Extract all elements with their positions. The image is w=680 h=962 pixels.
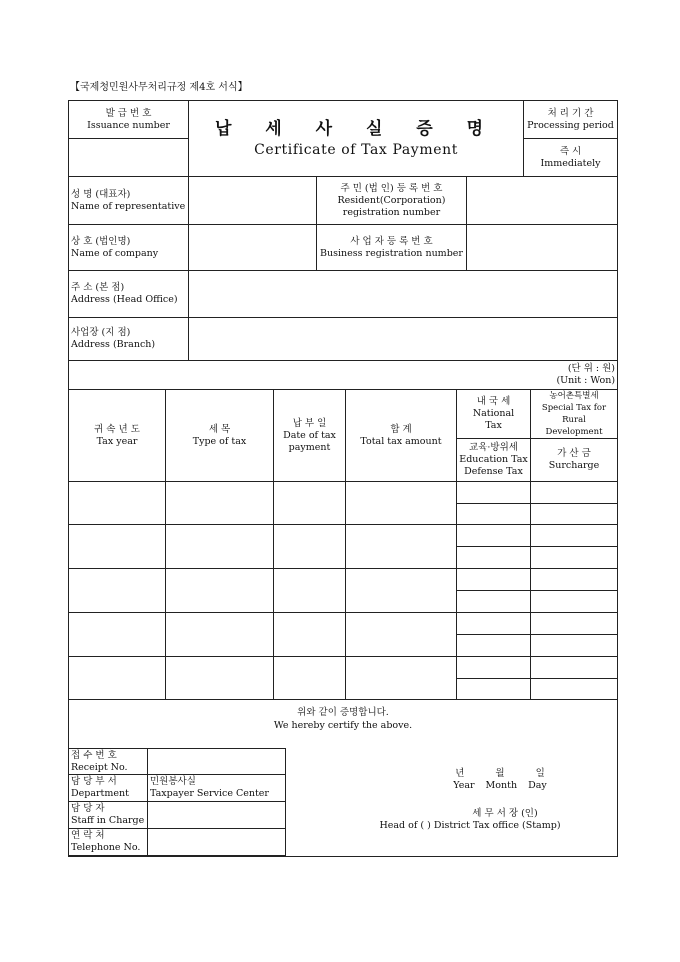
table-cell[interactable] [346, 482, 457, 525]
table-cell[interactable] [274, 613, 346, 657]
department-label: 담 당 부 서 Department [69, 775, 148, 802]
national-tax-header: 내 국 세 National Tax [457, 390, 531, 439]
issuance-number-field[interactable] [69, 139, 189, 177]
office-ko: 세 무 서 장 (인) [472, 808, 538, 819]
company-field[interactable] [189, 225, 317, 271]
title-korean: 납 세 사 실 증 명 [214, 118, 498, 139]
processing-period-value: 즉 시 Immediately [524, 139, 618, 177]
special-tax-header: 농어촌특별세 Special Tax for Rural Development [531, 390, 618, 439]
table-cell[interactable] [457, 547, 531, 569]
table-cell[interactable] [531, 569, 618, 591]
issue-date [440, 768, 560, 792]
table-cell[interactable] [274, 525, 346, 569]
head-office-address-field[interactable] [189, 271, 618, 318]
staff-field[interactable] [148, 802, 286, 829]
branch-address-field[interactable] [189, 318, 618, 361]
table-cell[interactable] [457, 635, 531, 657]
resident-number-field[interactable] [467, 177, 618, 225]
table-cell[interactable] [531, 635, 618, 657]
receipt-number-field[interactable] [148, 749, 286, 775]
department-value: 민원봉사실 Taxpayer Service Center [148, 775, 286, 802]
table-cell[interactable] [346, 525, 457, 569]
telephone-field[interactable] [148, 829, 286, 856]
table-row[interactable] [69, 613, 166, 657]
staff-label: 담 당 자 Staff in Charge [69, 802, 148, 829]
table-row[interactable] [69, 525, 166, 569]
certify-text-ko: 위와 같이 증명합니다. [297, 707, 389, 718]
total-amount-header: 합 계 Total tax amount [346, 390, 457, 482]
branch-address-label: 사업장 (지 점) Address (Branch) [69, 318, 189, 361]
table-cell[interactable] [457, 657, 531, 679]
tax-office-signature [350, 808, 590, 832]
representative-label: 성 명 (대표자) Name of representative [69, 177, 189, 225]
table-cell[interactable] [166, 525, 274, 569]
tax-year-header: 귀 속 년 도 Tax year [69, 390, 166, 482]
surcharge-header: 가 산 금 Surcharge [531, 439, 618, 482]
tax-type-header: 세 목 Type of tax [166, 390, 274, 482]
table-cell[interactable] [531, 504, 618, 525]
table-cell[interactable] [531, 547, 618, 569]
date-en: Year Month Day [453, 780, 547, 791]
date-ko: 년 월 일 [455, 768, 545, 779]
education-tax-header: 교육·방위세 Education Tax Defense Tax [457, 439, 531, 482]
table-cell[interactable] [457, 569, 531, 591]
table-cell[interactable] [457, 525, 531, 547]
form-reference: 【국제청민원사무처리규정 제4호 서식】 [70, 82, 248, 93]
table-cell[interactable] [457, 613, 531, 635]
table-cell[interactable] [346, 569, 457, 613]
table-cell[interactable] [457, 504, 531, 525]
info-table [68, 176, 618, 361]
table-cell[interactable] [166, 569, 274, 613]
business-registration-label: 사 업 자 등 록 번 호 Business registration number [317, 225, 467, 271]
title-english: Certificate of Tax Payment [254, 141, 458, 158]
company-label: 상 호 (법인명) Name of company [69, 225, 189, 271]
business-registration-field[interactable] [467, 225, 618, 271]
issuance-label: 발 급 번 호 Issuance number [69, 101, 189, 139]
head-office-address-label: 주 소 (본 점) Address (Head Office) [69, 271, 189, 318]
table-cell[interactable] [531, 657, 618, 679]
unit-note: (단 위 : 원) (Unit : Won) [69, 361, 618, 390]
table-row[interactable] [69, 482, 166, 525]
table-cell[interactable] [166, 613, 274, 657]
header-table [68, 100, 618, 177]
table-row[interactable] [69, 569, 166, 613]
table-cell[interactable] [457, 591, 531, 613]
table-cell[interactable] [531, 591, 618, 613]
receipt-number-label: 접 수 번 호 Receipt No. [69, 749, 148, 775]
table-cell[interactable] [457, 482, 531, 504]
table-cell[interactable] [531, 482, 618, 504]
table-cell[interactable] [531, 613, 618, 635]
office-en: Head of ( ) District Tax office (Stamp) [379, 820, 561, 831]
table-cell[interactable] [274, 482, 346, 525]
table-cell[interactable] [166, 482, 274, 525]
processing-period-label: 처 리 기 간 Processing period [524, 101, 618, 139]
table-cell[interactable] [346, 613, 457, 657]
tax-table [68, 360, 618, 700]
resident-number-label: 주 민 (법 인) 등 록 번 호 Resident(Corporation) registration number [317, 177, 467, 225]
table-cell[interactable] [531, 525, 618, 547]
footer-table [68, 748, 286, 856]
telephone-label: 연 락 처 Telephone No. [69, 829, 148, 856]
certificate-title [189, 101, 524, 177]
certify-text-en: We hereby certify the above. [273, 720, 413, 731]
representative-field[interactable] [189, 177, 317, 225]
payment-date-header: 납 부 일 Date of tax payment [274, 390, 346, 482]
table-cell[interactable] [274, 569, 346, 613]
